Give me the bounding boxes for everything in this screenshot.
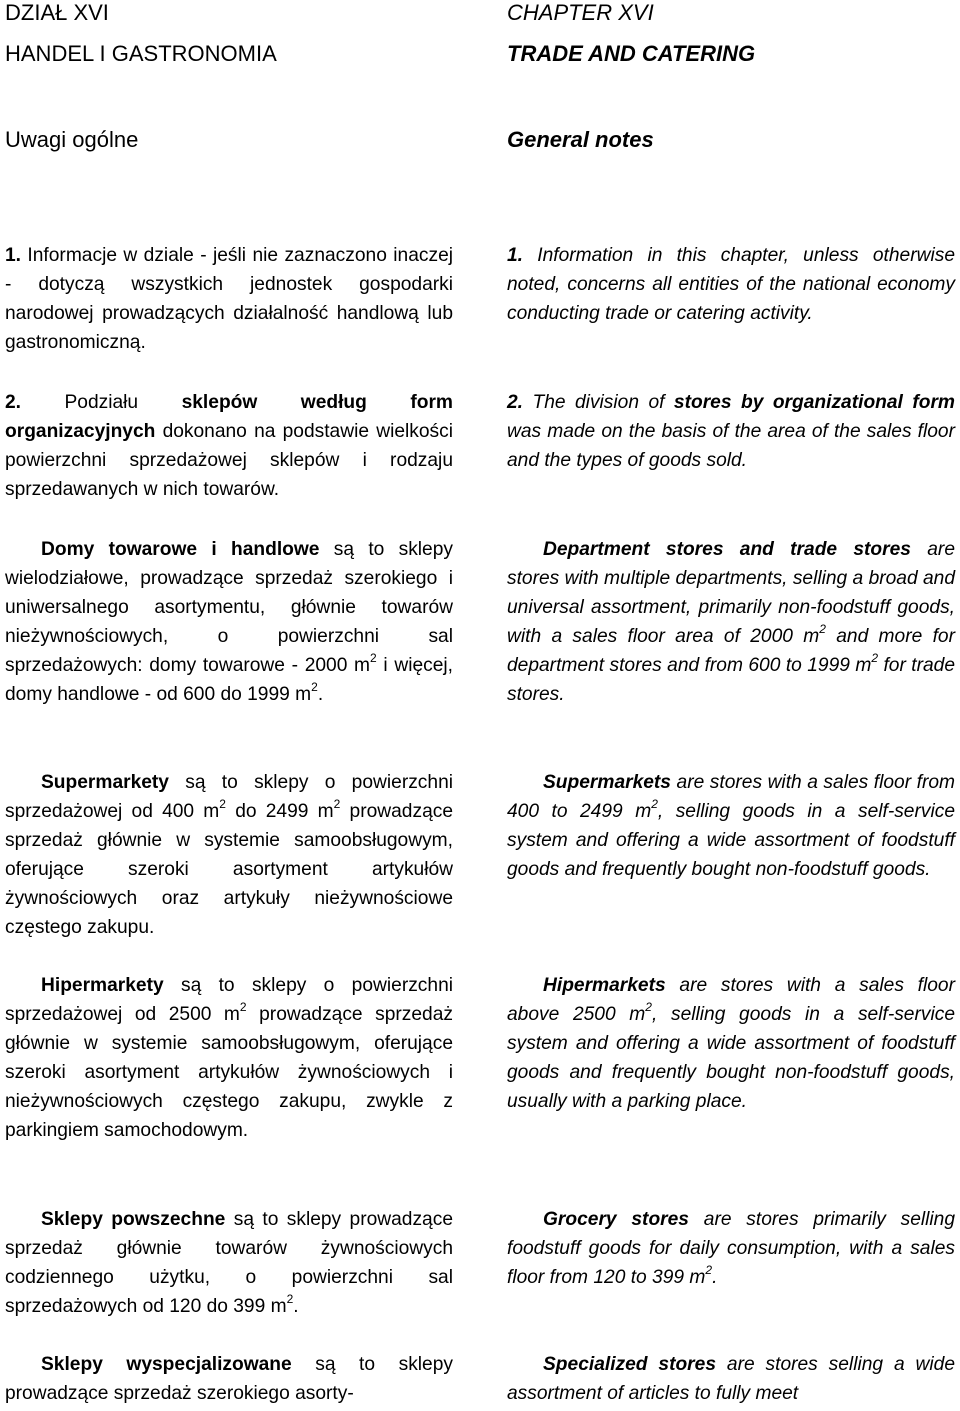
definition-text: . [317, 684, 324, 705]
term: Hipermarkety [41, 975, 164, 996]
superscript: 2 [645, 1000, 652, 1014]
note-text: Information in this chapter, unless otherwise noted, concerns all entities of the national economy conducting trade or catering activity. [507, 245, 955, 324]
term: Supermarkety [41, 772, 169, 793]
definition-text: prowadzące sprzedaż głównie w systemie samoobsługowym, oferujące szeroki asortyment artykułów żywnościowych oraz artykuły nieżywnościowe częstego zakupu. [5, 801, 453, 938]
term: Sklepy wyspecjalizowane [41, 1354, 292, 1375]
note-1 [5, 241, 453, 357]
definition-text: are stores with multiple departments, selling a broad and universal assortment, primarily non-foodstuff goods, with a sales floor area of 2000 m [507, 539, 955, 647]
definition-text: are stores with a sales floor from 400 to 2499 m [507, 772, 955, 822]
definition-supermarkets [507, 768, 955, 884]
term: stores by organizational form [673, 392, 955, 413]
superscript: 2 [333, 797, 341, 811]
superscript: 2 [370, 651, 377, 665]
definition-grocery-stores [5, 1205, 453, 1321]
note-text: The division of [523, 392, 674, 413]
definition-specialized-stores [507, 1350, 955, 1408]
note-number: 2. [5, 392, 22, 413]
term: Grocery stores [543, 1209, 689, 1230]
definition-text: i więcej, domy handlowe - od 600 do 1999 m [5, 655, 453, 705]
division-heading: CHAPTER XVI [507, 0, 654, 25]
superscript: 2 [286, 1292, 294, 1306]
superscript: 2 [819, 622, 826, 636]
definition-text: są to sklepy o powierzchni sprzedażowej od 400 m [5, 772, 453, 822]
chapter-title: TRADE AND CATERING [507, 41, 756, 66]
definition-text: do 2499 m [225, 801, 334, 822]
definition-department-stores [5, 535, 453, 709]
note-text: Podziału [21, 392, 182, 413]
term: Sklepy powszechne [41, 1209, 226, 1230]
note-2 [507, 388, 955, 475]
definition-specialized-stores [5, 1350, 453, 1408]
definition-department-stores [507, 535, 955, 709]
definition-supermarkets [5, 768, 453, 942]
note-2 [5, 388, 453, 504]
note-text: dokonano na podstawie wielkości powierzchni sprzedażowej sklepów i rodzaju sprzedawanych w nich towarów. [5, 421, 453, 500]
note-text: Informacje w dziale - jeśli nie zaznaczono inaczej - dotyczą wszystkich jednostek gospodarki narodowej prowadzących działalność handlową lub gastronomiczną. [5, 245, 453, 353]
superscript: 2 [651, 797, 658, 811]
definition-hipermarkets [5, 971, 453, 1145]
superscript: 2 [705, 1263, 713, 1277]
definition-text: . [712, 1267, 718, 1288]
note-number: 2. [507, 392, 524, 413]
definition-text: are stores selling a wide assortment of articles to fully meet [507, 1354, 955, 1404]
term: sklepów według form organizacyjnych [5, 392, 453, 442]
term: Hipermarkets [543, 975, 666, 996]
definition-text: and more for department stores and from 600 to 1999 m [507, 626, 955, 676]
definition-text: , selling goods in a self-service system and offering a wide assortment of foodstuff goods and frequently bought non-foodstuff goods. [507, 801, 955, 880]
term: Specialized stores [543, 1354, 716, 1375]
definition-text: . [293, 1296, 299, 1317]
definition-text: są to sklepy prowadzące sprzedaż głównie towarów żywnościowych codziennego użytku, o powierzchni sal sprzedażowych od 120 do 399 m [5, 1209, 453, 1317]
division-heading: DZIAŁ XVI [5, 0, 109, 25]
note-text: was made on the basis of the area of the sales floor and the types of goods sold. [507, 421, 955, 471]
term: Supermarkets [543, 772, 671, 793]
definition-text: are stores primarily selling foodstuff goods for daily consumption, with a sales floor from 120 to 399 m [507, 1209, 955, 1288]
notes-heading: Uwagi ogólne [5, 127, 139, 152]
definition-text: są to sklepy prowadzące sprzedaż szerokiego asorty- [5, 1354, 453, 1404]
term: Department stores and trade stores [543, 539, 911, 560]
superscript: 2 [871, 651, 879, 665]
definition-text: for trade stores. [507, 655, 955, 705]
definition-text: , selling goods in a self-service system and offering a wide assortment of foodstuff goods and frequently bought non-foodstuff goods, usually with a parking place. [507, 1004, 955, 1112]
superscript: 2 [239, 1000, 247, 1014]
superscript: 2 [311, 680, 318, 694]
definition-text: są to sklepy wielodziałowe, prowadzące sprzedaż szerokiego i uniwersalnego asortymentu, głównie towarów nieżywnościowych, o powierzchni sal sprzedażowych: domy towarowe - 2000 m [5, 539, 453, 676]
definition-text: prowadzące sprzedaż głównie w systemie samoobsługowym, oferujące szeroki asortyment artykułów żywnościowych i nieżywnościowych częstego zakupu, zwykle z parkingiem samochodowym. [5, 1004, 453, 1141]
term: Domy towarowe i handlowe [41, 539, 320, 560]
superscript: 2 [219, 797, 226, 811]
definition-text: are stores with a sales floor above 2500 m [507, 975, 955, 1025]
notes-heading: General notes [507, 127, 654, 152]
definition-text: są to sklepy o powierzchni sprzedażowej od 2500 m [5, 975, 453, 1025]
note-number: 1. [507, 245, 524, 266]
chapter-title: HANDEL I GASTRONOMIA [5, 41, 277, 66]
note-1 [507, 241, 955, 328]
definition-grocery-stores [507, 1205, 955, 1292]
note-number: 1. [5, 245, 22, 266]
definition-hipermarkets [507, 971, 955, 1116]
